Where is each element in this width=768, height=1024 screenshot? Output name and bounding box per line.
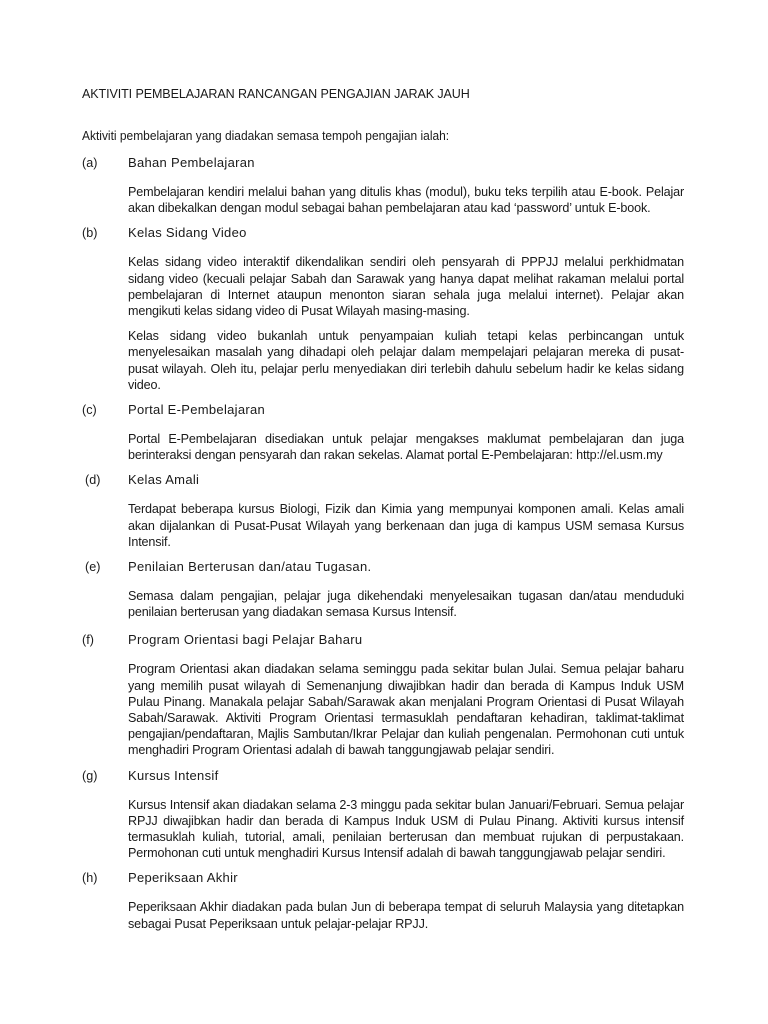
paragraph: Portal E-Pembelajaran disediakan untuk pelajar mengakses maklumat pembelajaran dan juga berinteraksi dengan pensyarah dan rakan sekelas. Alamat portal E-Pembelajaran: http://el.usm.my [128, 432, 684, 463]
document-title: AKTIVITI PEMBELAJARAN RANCANGAN PENGAJIAN JARAK JAUH [82, 86, 470, 101]
section-heading: Bahan Pembelajaran [128, 155, 255, 170]
section-g [82, 768, 684, 862]
section-heading: Penilaian Berterusan dan/atau Tugasan. [128, 559, 372, 575]
section-heading: Kelas Amali [128, 472, 200, 488]
section-label: (a) [82, 156, 98, 170]
section-header [82, 225, 684, 241]
paragraph: Terdapat beberapa kursus Biologi, Fizik dan Kimia yang mempunyai komponen amali. Kelas amali akan dijalankan di Pusat-Pusat Wilayah yang berkenaan dan juga di kampus USM semasa Kursus Intensif. [128, 502, 684, 549]
section-body [128, 588, 684, 620]
section-heading: Portal E-Pembelajaran [128, 402, 266, 418]
section-c [82, 402, 684, 463]
section-header [82, 402, 684, 418]
section-body [128, 661, 684, 758]
paragraph: Semasa dalam pengajian, pelajar juga dikehendaki menyelesaikan tugasan dan/atau menduduki penilaian berterusan yang diadakan semasa Kursus Intensif. [128, 589, 684, 620]
section-a [82, 155, 684, 216]
section-header [82, 559, 684, 575]
section-heading: Kursus Intensif [128, 767, 219, 783]
section-e [82, 559, 684, 620]
section-body [128, 797, 684, 862]
section-label: (h) [82, 871, 98, 886]
section-body [128, 184, 684, 216]
section-body [128, 899, 684, 931]
section-heading: Program Orientasi bagi Pelajar Baharu [128, 632, 363, 648]
paragraph: Peperiksaan Akhir diadakan pada bulan Jun di beberapa tempat di seluruh Malaysia yang ditetapkan sebagai Pusat Peperiksaan untuk pelajar-pelajar RPJJ. [128, 900, 684, 931]
paragraph: Kursus Intensif akan diadakan selama 2-3 minggu pada sekitar bulan Januari/Februari. Semua pelajar RPJJ diwajibkan hadir dan berada di Kampus Induk USM di Pulau Pinang. Aktiviti kursus intensif termasuklah kuliah, tutorial, amali, penilaian berterusan dan membuat rujukan di perpustakaan. Permohonan cuti untuk menghadiri Kursus Intensif adalah di bawah tanggungjawab pelajar sendiri. [128, 797, 684, 861]
section-header [82, 155, 684, 171]
paragraph: Kelas sidang video interaktif dikendalikan sendiri oleh pensyarah di PPPJJ melalui perkhidmatan sidang video (kecuali pelajar Sabah dan Sarawak yang hanya dapat melihat rakaman melalui portal pembelajaran di Internet ataupun menonton siaran sehala juga melalui internet). Pelajar akan mengikuti kelas sidang video di Pusat Wilayah masing-masing. [128, 255, 684, 319]
section-label: (b) [82, 226, 98, 241]
section-header [82, 632, 684, 648]
section-body [128, 254, 684, 393]
section-f [82, 632, 684, 758]
section-heading: Peperiksaan Akhir [128, 870, 238, 886]
section-label: (e) [85, 560, 101, 575]
section-label: (c) [82, 403, 97, 418]
section-label: (g) [82, 768, 98, 783]
section-header [82, 870, 684, 886]
section-heading: Kelas Sidang Video [128, 225, 247, 241]
section-body [128, 501, 684, 550]
section-header [82, 472, 684, 488]
paragraph: Kelas sidang video bukanlah untuk penyampaian kuliah tetapi kelas perbincangan untuk menyelesaikan masalah yang dihadapi oleh pelajar dalam mempelajari pelajaran mereka di pusat-pusat wilayah. Oleh itu, pelajar perlu menyediakan diri terlebih dahulu sebelum hadir ke kelas sidang video. [128, 329, 684, 392]
section-label: (f) [82, 633, 94, 648]
section-body [128, 431, 684, 463]
paragraph: Program Orientasi akan diadakan selama seminggu pada sekitar bulan Julai. Semua pelajar baharu yang memilih pusat wilayah di Semenanjung diwajibkan hadir dan berada di Kampus Induk USM Pulau Pinang. Manakala pelajar Sabah/Sarawak akan menjalani Program Orientasi di Pusat Wilayah Sabah/Sarawak. Aktiviti Program Orientasi termasuklah pendaftaran kehadiran, taklimat-taklimat pengajian/pendaftaran, Majlis Sambutan/Ikrar Pelajar dan kuliah pengenalan. Permohonan cuti untuk menghadiri Program Orientasi adalah di bawah tanggungjawab pelajar sendiri. [128, 662, 684, 758]
section-b [82, 225, 684, 393]
section-header [82, 768, 684, 784]
paragraph: Pembelajaran kendiri melalui bahan yang ditulis khas (modul), buku teks terpilih atau E-book. Pelajar akan dibekalkan dengan modul sebagai bahan pembelajaran atau kad ‘password’ untuk E-book. [128, 185, 684, 216]
section-h [82, 870, 684, 931]
section-d [82, 472, 684, 550]
section-label: (d) [85, 473, 101, 488]
intro-text: Aktiviti pembelajaran yang diadakan semasa tempoh pengajian ialah: [82, 129, 450, 143]
